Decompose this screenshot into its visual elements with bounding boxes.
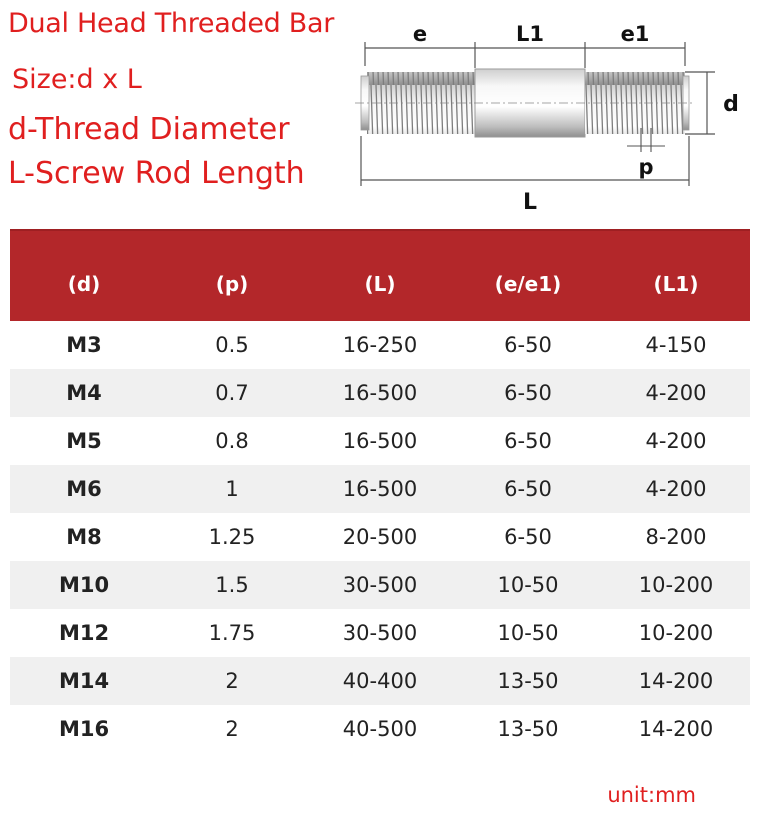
table-row bbox=[10, 369, 750, 417]
cell-e-e1: 10-50 bbox=[497, 573, 559, 597]
threaded-bar-diagram bbox=[345, 10, 755, 215]
cell-L1: 4-200 bbox=[645, 381, 707, 405]
cell-d: M14 bbox=[58, 669, 110, 693]
thread-diameter-definition: d-Thread Diameter bbox=[8, 112, 290, 147]
rod-length-definition: L-Screw Rod Length bbox=[8, 156, 305, 191]
table-row bbox=[10, 417, 750, 465]
header-L: (L) bbox=[364, 272, 396, 296]
table-row bbox=[10, 609, 750, 657]
cell-L: 30-500 bbox=[342, 573, 418, 597]
cell-p: 2 bbox=[225, 717, 239, 741]
label-d: d bbox=[723, 92, 739, 117]
cell-L: 40-400 bbox=[342, 669, 418, 693]
cell-d: M10 bbox=[58, 573, 110, 597]
header-e-e1: (e/e1) bbox=[494, 272, 562, 296]
cell-L: 40-500 bbox=[342, 717, 418, 741]
cell-L: 30-500 bbox=[342, 621, 418, 645]
table-row bbox=[10, 561, 750, 609]
cell-L1: 14-200 bbox=[638, 717, 714, 741]
cell-p: 1 bbox=[225, 477, 239, 501]
table-row bbox=[10, 321, 750, 369]
cell-L: 16-250 bbox=[342, 333, 418, 357]
unit-note: unit:mm bbox=[607, 783, 696, 807]
cell-L1: 14-200 bbox=[638, 669, 714, 693]
cell-d: M6 bbox=[66, 477, 102, 501]
cell-p: 1.25 bbox=[208, 525, 256, 549]
spec-table bbox=[10, 229, 750, 753]
label-e: e bbox=[412, 22, 428, 46]
table-row bbox=[10, 657, 750, 705]
cell-L: 16-500 bbox=[342, 429, 418, 453]
cell-L: 16-500 bbox=[342, 477, 418, 501]
size-formula: Size:d x L bbox=[12, 64, 142, 95]
cell-p: 0.8 bbox=[215, 429, 249, 453]
cell-e-e1: 6-50 bbox=[504, 333, 552, 357]
cell-L1: 8-200 bbox=[645, 525, 707, 549]
cell-e-e1: 13-50 bbox=[497, 669, 559, 693]
header-p: (p) bbox=[215, 272, 249, 296]
cell-e-e1: 6-50 bbox=[504, 429, 552, 453]
cell-d: M5 bbox=[66, 429, 102, 453]
cell-L1: 4-150 bbox=[645, 333, 707, 357]
cell-p: 0.7 bbox=[215, 381, 249, 405]
page-title: Dual Head Threaded Bar bbox=[8, 8, 335, 39]
table-row bbox=[10, 705, 750, 753]
cell-e-e1: 6-50 bbox=[504, 525, 552, 549]
label-e1: e1 bbox=[620, 22, 650, 46]
cell-e-e1: 13-50 bbox=[497, 717, 559, 741]
label-l1: L1 bbox=[516, 22, 544, 46]
label-p: p bbox=[638, 155, 654, 179]
cell-d: M3 bbox=[66, 333, 102, 357]
cell-p: 1.75 bbox=[208, 621, 256, 645]
cell-L: 20-500 bbox=[342, 525, 418, 549]
header-d: (d) bbox=[67, 272, 101, 296]
cell-p: 0.5 bbox=[215, 333, 249, 357]
cell-d: M8 bbox=[66, 525, 102, 549]
table-row bbox=[10, 513, 750, 561]
cell-d: M16 bbox=[58, 717, 110, 741]
cell-L1: 4-200 bbox=[645, 477, 707, 501]
table-row bbox=[10, 465, 750, 513]
header-L1: (L1) bbox=[653, 272, 699, 296]
cell-d: M12 bbox=[58, 621, 110, 645]
cell-L1: 10-200 bbox=[638, 573, 714, 597]
cell-e-e1: 6-50 bbox=[504, 381, 552, 405]
cell-e-e1: 10-50 bbox=[497, 621, 559, 645]
cell-L1: 10-200 bbox=[638, 621, 714, 645]
cell-L: 16-500 bbox=[342, 381, 418, 405]
cell-p: 1.5 bbox=[215, 573, 249, 597]
label-L: L bbox=[522, 190, 538, 215]
cell-L1: 4-200 bbox=[645, 429, 707, 453]
cell-e-e1: 6-50 bbox=[504, 477, 552, 501]
table-header bbox=[10, 229, 750, 321]
cell-p: 2 bbox=[225, 669, 239, 693]
cell-d: M4 bbox=[66, 381, 102, 405]
